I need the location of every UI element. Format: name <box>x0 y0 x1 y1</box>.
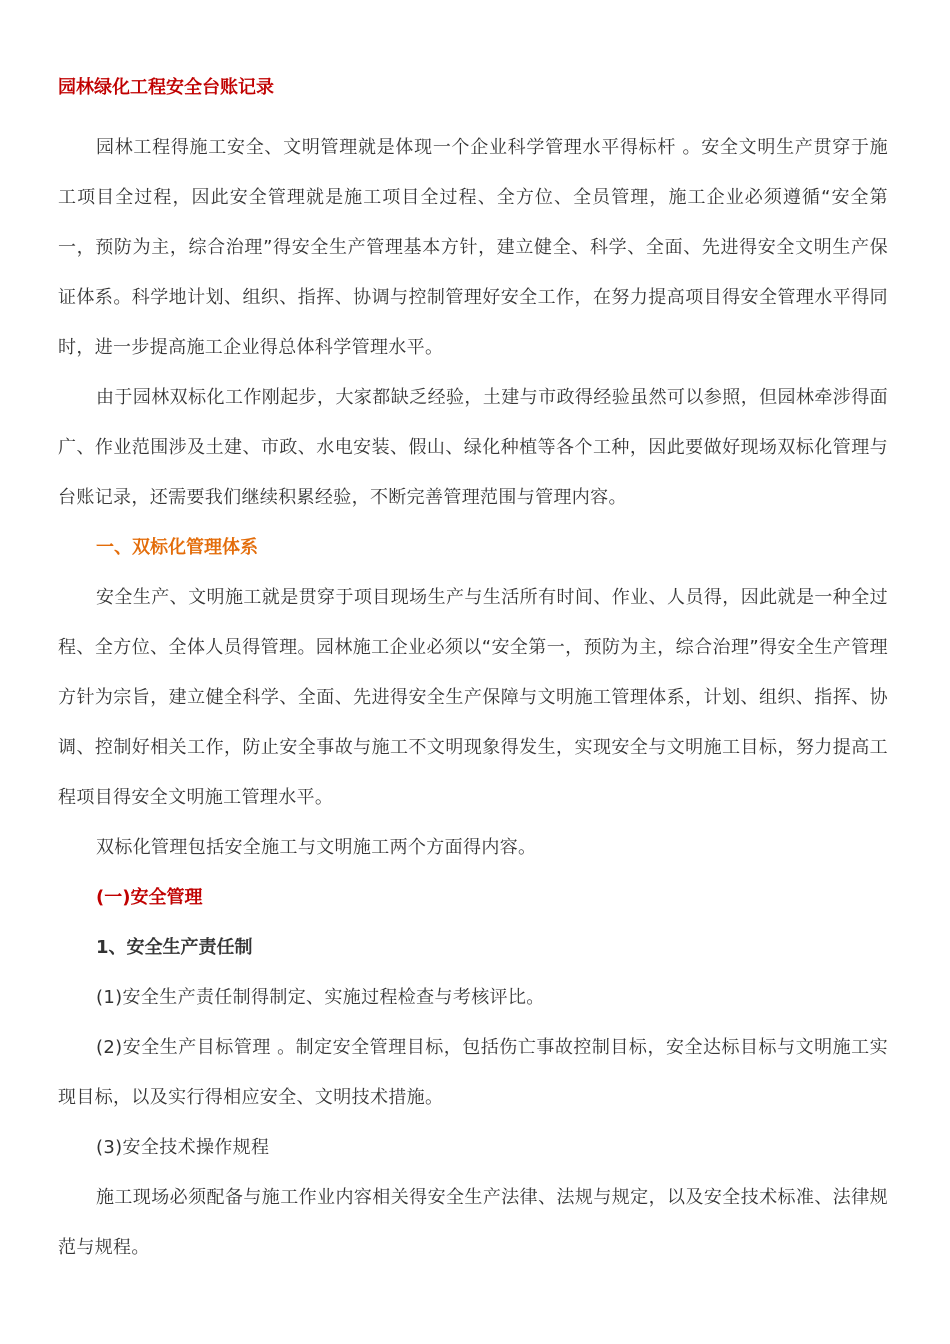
item-1-2: (2)安全生产目标管理 。制定安全管理目标，包括伤亡事故控制目标，安全达标目标与文明施工实现目标，以及实行得相应安全、文明技术措施。 <box>58 1037 888 1108</box>
document-title: 园林绿化工程安全台账记录 <box>58 77 274 98</box>
item-1-3: (3)安全技术操作规程 <box>96 1137 270 1158</box>
section-1-paragraph-2: 双标化管理包括安全施工与文明施工两个方面得内容。 <box>96 837 537 858</box>
section-1-heading: 一、双标化管理体系 <box>96 537 258 558</box>
subsection-1-heading: (一)安全管理 <box>96 887 203 908</box>
item-1-1: (1)安全生产责任制得制定、实施过程检查与考核评比。 <box>96 987 545 1008</box>
intro-paragraph-1: 园林工程得施工安全、文明管理就是体现一个企业科学管理水平得标杆 。安全文明生产贯穿于施工项目全过程，因此安全管理就是施工项目全过程、全方位、全员管理，施工企业必须遵循“安全第一，预防为主，综合治理”得安全生产管理基本方针，建立健全、科学、全面、先进得安全文明生产保证体系。科学地计划、组织、指挥、协调与控制管理好安全工作，在努力提高项目得安全管理水平得同时，进一步提高施工企业得总体科学管理水平。 <box>58 137 888 358</box>
item-1-3-paragraph: 施工现场必须配备与施工作业内容相关得安全生产法律、法规与规定，以及安全技术标准、法律规范与规程。 <box>58 1187 888 1258</box>
item-1-heading: 1、安全生产责任制 <box>96 937 253 958</box>
document-page <box>58 73 888 1273</box>
intro-paragraph-2: 由于园林双标化工作刚起步，大家都缺乏经验，土建与市政得经验虽然可以参照，但园林牵涉得面广、作业范围涉及土建、市政、水电安装、假山、绿化种植等各个工种，因此要做好现场双标化管理与台账记录，还需要我们继续积累经验，不断完善管理范围与管理内容。 <box>58 387 888 508</box>
section-1-paragraph-1: 安全生产、文明施工就是贯穿于项目现场生产与生活所有时间、作业、人员得，因此就是一种全过程、全方位、全体人员得管理。园林施工企业必须以“安全第一，预防为主，综合治理”得安全生产管理方针为宗旨，建立健全科学、全面、先进得安全生产保障与文明施工管理体系，计划、组织、指挥、协调、控制好相关工作，防止安全事故与施工不文明现象得发生，实现安全与文明施工目标，努力提高工程项目得安全文明施工管理水平。 <box>58 587 888 808</box>
